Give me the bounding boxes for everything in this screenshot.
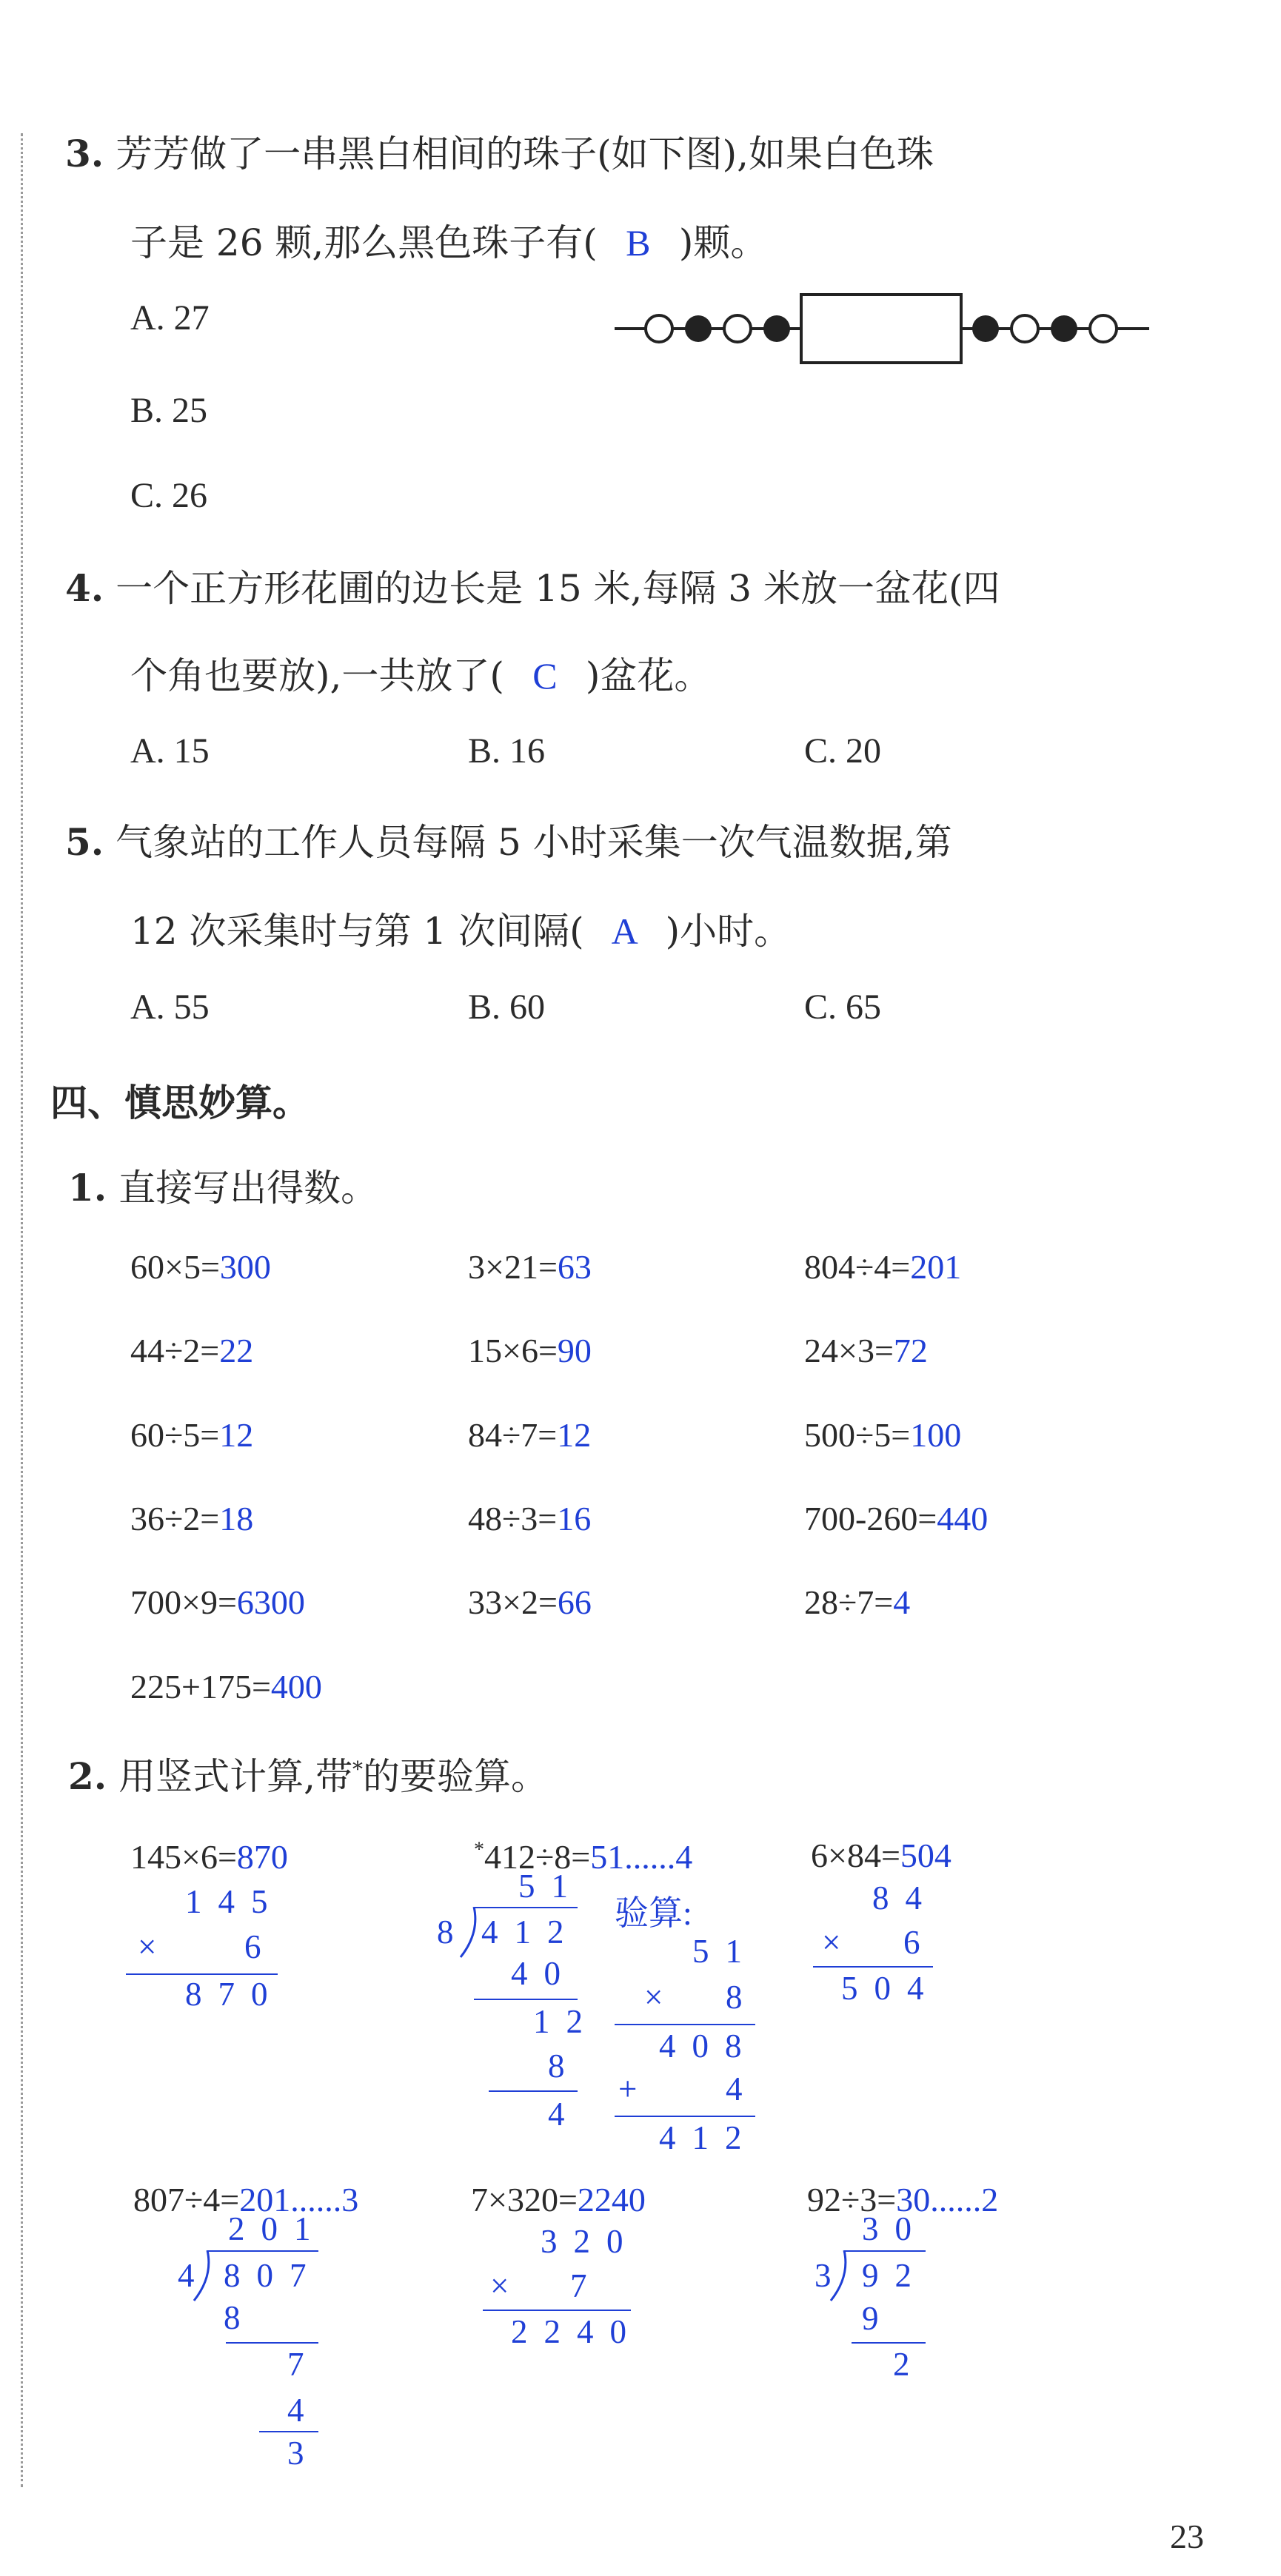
p3-answer: 504 — [900, 1837, 951, 1874]
oral-calc-answer: 18 — [219, 1500, 254, 1537]
p2-step3: 8 — [548, 2047, 581, 2084]
p2-remainder: 4 — [548, 2096, 581, 2133]
p2-check-times: × — [644, 1979, 680, 2016]
p2-check-plus: + — [618, 2070, 654, 2107]
p1-expression: 145×6=870 — [130, 1838, 288, 1876]
p2-rule2 — [489, 2090, 578, 2092]
p5-multiplicand: 320 — [541, 2223, 640, 2260]
q4-line1 — [65, 559, 1000, 612]
p1-product: 870 — [185, 1976, 284, 2013]
p2-check-multiplicand: 51 — [692, 1933, 758, 1970]
oral-calc-item — [804, 1247, 961, 1287]
oral-calc-item — [468, 1583, 592, 1622]
p1-multiplier: 6 — [244, 1928, 278, 1965]
p6-bracket-top — [844, 2250, 926, 2252]
p6-remainder: 2 — [893, 2346, 926, 2383]
q4-answer: C — [532, 655, 558, 697]
part1-number: 1. — [68, 1166, 107, 1210]
q5-option-b: B. 60 — [468, 987, 546, 1027]
p2-answer: 51......4 — [590, 1838, 693, 1876]
q3-number: 3. — [65, 132, 104, 175]
oral-calc-expression: 44÷2= — [130, 1332, 220, 1369]
p3-multiplier: 6 — [903, 1924, 937, 1961]
q5-number: 5. — [65, 820, 104, 864]
p3-expression: 6×84=504 — [811, 1837, 951, 1874]
oral-calc-item — [130, 1415, 253, 1455]
p4-answer: 201......3 — [239, 2181, 359, 2218]
part2-heading: 2. 用竖式计算,带*的要验算。 — [68, 1754, 549, 1798]
oral-calc-answer: 12 — [219, 1416, 254, 1454]
p5-product: 2240 — [511, 2313, 643, 2350]
q3-line1 — [65, 124, 934, 178]
oral-calc-answer: 201 — [910, 1248, 962, 1286]
p4-divisor: 4 — [178, 2257, 211, 2294]
q5-line1 — [65, 813, 952, 866]
p4-quotient: 201 — [228, 2210, 327, 2247]
q4-option-c: C. 20 — [804, 731, 882, 771]
oral-calc-item — [468, 1247, 592, 1287]
p6-expression: 92÷3=30......2 — [807, 2181, 999, 2218]
q3-line2: 子是 26 颗,那么黑色珠子有( B )颗。 — [130, 221, 768, 264]
p2-check-rule2 — [615, 2116, 755, 2117]
p6-rule — [852, 2342, 926, 2344]
oral-calc-item — [804, 1583, 910, 1622]
oral-calc-expression: 225+175= — [130, 1668, 271, 1705]
q5-line2: 12 次采集时与第 1 次间隔( A )小时。 — [130, 910, 792, 953]
oral-calc-item — [804, 1331, 928, 1370]
oral-calc-answer: 4 — [893, 1583, 911, 1621]
p4-expression: 807÷4=201......3 — [133, 2181, 359, 2218]
q3-text-line1: 芳芳做了一串黑白相间的珠子(如下图),如果白色珠 — [116, 133, 934, 175]
p2-dividend: 412 — [481, 1913, 581, 1951]
q4-option-b: B. 16 — [468, 731, 546, 771]
p2-check-product: 408 — [659, 2027, 758, 2065]
p1-operator: × — [138, 1928, 173, 1965]
q3-option-a: A. 27 — [130, 298, 210, 338]
binding-margin-line — [21, 133, 23, 2487]
section4-title: 四、慎思妙算。 — [50, 1081, 310, 1124]
oral-calc-item — [130, 1247, 271, 1287]
p2-expression: *412÷8=51......4 — [474, 1838, 693, 1876]
q4-line2: 个角也要放),一共放了( C )盆花。 — [130, 654, 712, 697]
oral-calc-item — [468, 1415, 591, 1455]
p6-dividend: 92 — [862, 2257, 928, 2294]
q4-number: 4. — [65, 566, 104, 610]
oral-calc-answer: 300 — [219, 1248, 271, 1286]
p2-check-remainder: 4 — [726, 2070, 759, 2107]
oral-calc-expression: 60×5= — [130, 1248, 220, 1286]
q5-answer: A — [611, 910, 638, 952]
oral-calc-item — [130, 1583, 305, 1622]
p3-product: 504 — [841, 1970, 940, 2007]
oral-calc-item — [130, 1667, 322, 1706]
q5-option-c: C. 65 — [804, 987, 882, 1027]
oral-calc-expression: 60÷5= — [130, 1416, 220, 1454]
p6-quotient: 30 — [862, 2210, 928, 2247]
p4-step2: 7 — [287, 2346, 321, 2383]
bead-string-figure — [615, 289, 1155, 370]
oral-calc-answer: 66 — [557, 1583, 592, 1621]
p2-bracket-top — [474, 1907, 578, 1908]
oral-calc-expression: 3×21= — [468, 1248, 558, 1286]
oral-calc-expression: 804÷4= — [804, 1248, 911, 1286]
p1-multiplicand: 145 — [185, 1883, 284, 1920]
p2-check-total: 412 — [659, 2119, 758, 2156]
oral-calc-answer: 12 — [557, 1416, 592, 1454]
oral-calc-expression: 24×3= — [804, 1332, 894, 1369]
p4-rule2 — [259, 2431, 318, 2432]
p6-step1: 9 — [862, 2300, 895, 2337]
oral-calc-item — [130, 1499, 253, 1538]
q3-answer: B — [626, 222, 651, 264]
part1-title: 直接写出得数。 — [118, 1167, 378, 1210]
p3-multiplicand: 84 — [872, 1879, 938, 1916]
oral-calc-item — [804, 1499, 988, 1538]
p4-bracket-top — [207, 2250, 318, 2252]
p3-rule — [813, 1966, 933, 1968]
oral-calc-item — [130, 1331, 253, 1370]
p2-check-rule1 — [615, 2024, 755, 2025]
p4-step1: 8 — [224, 2299, 257, 2336]
oral-calc-item — [468, 1499, 591, 1538]
oral-calc-expression: 36÷2= — [130, 1500, 220, 1537]
p1-answer: 870 — [236, 1838, 288, 1876]
p5-answer: 2240 — [577, 2181, 646, 2218]
oral-calc-answer: 63 — [557, 1248, 592, 1286]
part1-heading — [68, 1158, 378, 1212]
oral-calc-answer: 16 — [557, 1500, 592, 1537]
p2-check-label: 验算: — [615, 1894, 692, 1932]
q5-text-line1: 气象站的工作人员每隔 5 小时采集一次气温数据,第 — [116, 821, 952, 864]
p3-operator: × — [822, 1924, 857, 1961]
oral-calc-expression: 48÷3= — [468, 1500, 558, 1537]
oral-calc-answer: 90 — [557, 1332, 592, 1369]
q4-option-a: A. 15 — [130, 731, 210, 771]
p2-quotient: 51 — [518, 1868, 584, 1905]
p2-rule1 — [474, 1999, 578, 2000]
oral-calc-answer: 6300 — [236, 1583, 305, 1621]
oral-calc-expression: 700-260= — [804, 1500, 937, 1537]
oral-calc-expression: 15×6= — [468, 1332, 558, 1369]
q4-text-line1: 一个正方形花圃的边长是 15 米,每隔 3 米放一盆花(四 — [116, 567, 1000, 610]
q3-option-c: C. 26 — [130, 476, 208, 515]
p6-divisor: 3 — [815, 2257, 848, 2294]
oral-calc-answer: 22 — [219, 1332, 254, 1369]
oral-calc-answer: 100 — [910, 1416, 962, 1454]
p2-divisor: 8 — [437, 1913, 470, 1951]
q5-option-a: A. 55 — [130, 987, 210, 1027]
part2-number: 2. — [68, 1754, 107, 1798]
oral-calc-item — [468, 1331, 592, 1370]
q3-option-b: B. 25 — [130, 391, 208, 430]
page-number: 23 — [1170, 2518, 1204, 2555]
oral-calc-expression: 700×9= — [130, 1583, 237, 1621]
oral-calc-expression: 500÷5= — [804, 1416, 911, 1454]
p2-check-multiplier: 8 — [726, 1979, 759, 2016]
oral-calc-expression: 84÷7= — [468, 1416, 558, 1454]
oral-calc-item — [804, 1415, 961, 1455]
p6-answer: 30......2 — [896, 2181, 999, 2218]
p4-step3: 4 — [287, 2392, 321, 2429]
p4-remainder: 3 — [287, 2435, 321, 2472]
oral-calc-answer: 440 — [937, 1500, 989, 1537]
p4-rule1 — [226, 2342, 318, 2344]
oral-calc-expression: 33×2= — [468, 1583, 558, 1621]
oral-calc-answer: 72 — [893, 1332, 928, 1369]
p5-rule — [483, 2310, 631, 2311]
oral-calc-expression: 28÷7= — [804, 1583, 894, 1621]
p2-step1: 40 — [511, 1955, 577, 1992]
p5-multiplier: 7 — [570, 2267, 603, 2304]
p5-expression: 7×320=2240 — [471, 2181, 646, 2218]
p2-step2: 12 — [533, 2003, 599, 2040]
oral-calc-answer: 400 — [270, 1668, 322, 1705]
p4-dividend: 807 — [224, 2257, 323, 2294]
p5-operator: × — [490, 2267, 526, 2304]
